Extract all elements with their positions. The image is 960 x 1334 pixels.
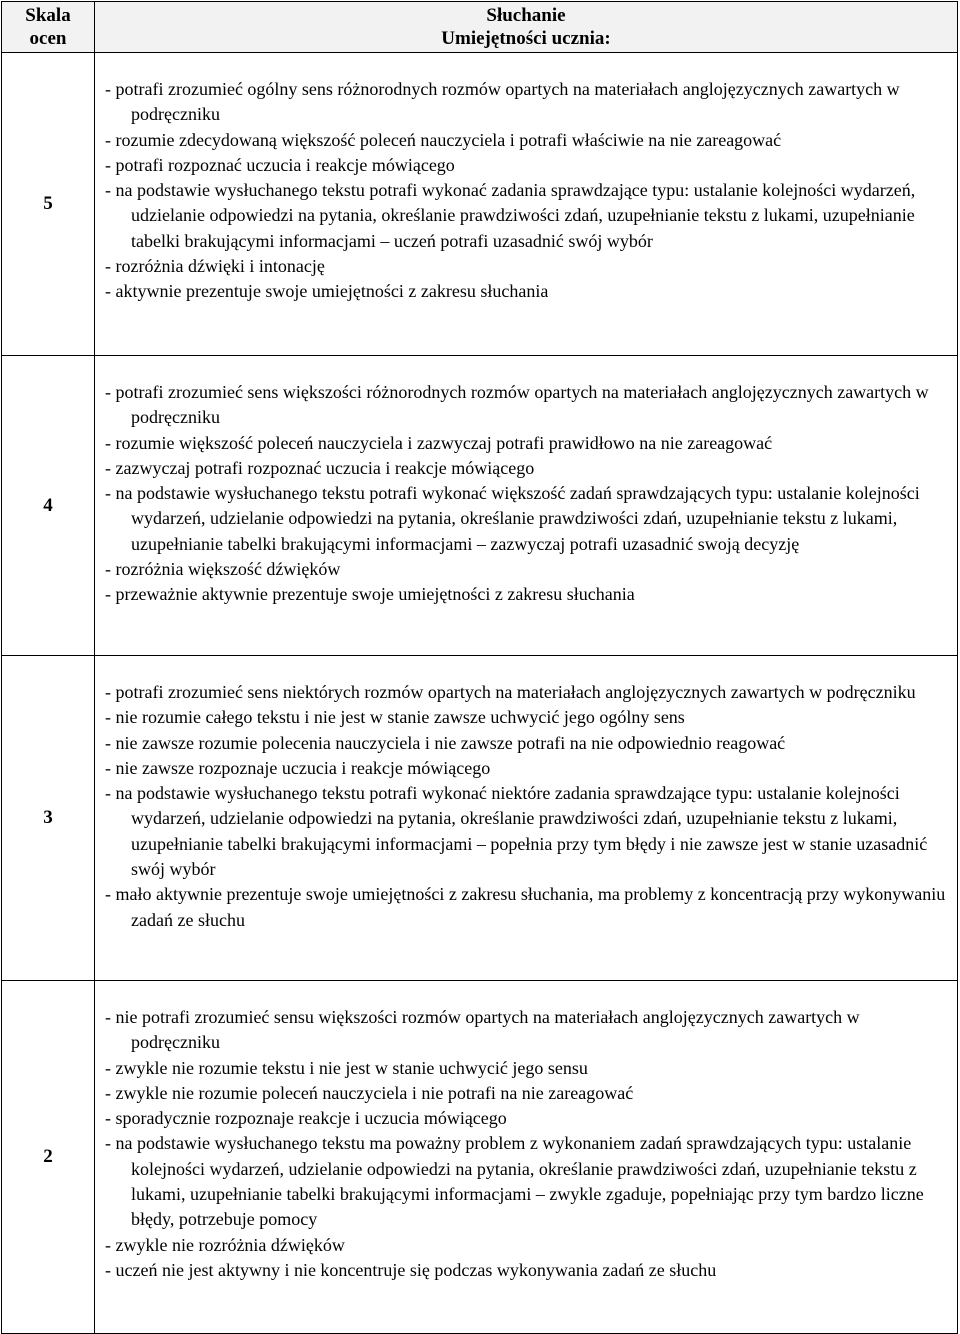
list-item: - potrafi zrozumieć sens niektórych rozmów opartych na materiałach anglojęzycznych zawartych w podręczniku [105,682,916,702]
list-item: - nie rozumie całego tekstu i nie jest w stanie zawsze uchwycić jego ogólny sens [105,707,685,728]
grade-cell: 2 [2,981,95,1334]
skills-cell [95,53,958,356]
header-grade-scale-line2: ocen [29,28,67,49]
grade-cell: 5 [2,53,95,356]
skills-list [105,1005,947,1283]
skills-cell [95,656,958,981]
grade-row-2 [2,981,958,1334]
list-item: - na podstawie wysłuchanego tekstu potrafi wykonać większość zadań sprawdzających typu: ustalanie kolejności wydarzeń, udzielanie odpowiedzi na pytania, określanie prawdziwości zdań, uzupełnianie tekstu z lukami, uzupełnianie tabelki brakującymi informacjami – zazwyczaj potrafi uzasadnić swoją decyzję [105,483,925,554]
header-skills [95,2,958,53]
header-grade-scale [2,2,95,53]
list-item: - nie potrafi zrozumieć sensu większości rozmów opartych na materiałach anglojęzycznych zawartych w podręczniku [105,1007,865,1053]
list-item: - rozróżnia dźwięki i intonację [105,256,325,277]
grade-cell: 4 [2,356,95,656]
grading-criteria-table [1,1,958,1334]
header-skills-line1: Słuchanie [486,5,566,26]
list-item: - rozumie zdecydowaną większość poleceń nauczyciela i potrafi właściwie na nie zareagować [105,129,782,150]
list-item: - zazwyczaj potrafi rozpoznać uczucia i reakcje mówiącego [105,457,535,478]
list-item: - mało aktywnie prezentuje swoje umiejętności z zakresu słuchania, ma problemy z koncentracją przy wykonywaniu zadań ze słuchu [105,884,950,930]
list-item: - nie zawsze rozumie polecenia nauczyciela i nie zawsze potrafi na nie odpowiednio reagować [105,732,786,753]
skills-cell [95,356,958,656]
list-item: - rozumie większość poleceń nauczyciela i zazwyczaj potrafi prawidłowo na nie zareagować [105,432,773,453]
list-item: - rozróżnia większość dźwięków [105,559,341,580]
skills-list [105,77,947,305]
skills-list [105,380,947,608]
list-item: - przeważnie aktywnie prezentuje swoje umiejętności z zakresu słuchania [105,584,635,605]
grade-row-5 [2,53,958,356]
header-grade-scale-line1: Skala [25,5,71,26]
list-item: - potrafi zrozumieć ogólny sens różnorodnych rozmów opartych na materiałach anglojęzycznych zawartych w podręczniku [105,79,905,125]
list-item: - uczeń nie jest aktywny i nie koncentruje się podczas wykonywania zadań ze słuchu [105,1259,717,1280]
list-item: - zwykle nie rozróżnia dźwięków [105,1234,345,1255]
list-item: - potrafi zrozumieć sens większości różnorodnych rozmów opartych na materiałach anglojęzycznych zawartych w podręczniku [105,382,934,428]
grade-cell: 3 [2,656,95,981]
skills-cell [95,981,958,1334]
grade-row-3 [2,656,958,981]
list-item: - potrafi rozpoznać uczucia i reakcje mówiącego [105,154,455,175]
header-skills-line2: Umiejętności ucznia: [441,28,611,49]
header-row [2,2,958,53]
skills-list [105,680,950,933]
list-item: - aktywnie prezentuje swoje umiejętności z zakresu słuchania [105,281,549,302]
list-item: - nie zawsze rozpoznaje uczucia i reakcje mówiącego [105,757,491,778]
list-item: - sporadycznie rozpoznaje reakcje i uczucia mówiącego [105,1108,507,1129]
list-item: - na podstawie wysłuchanego tekstu potrafi wykonać zadania sprawdzające typu: ustalanie kolejności wydarzeń, udzielanie odpowiedzi na pytania, określanie prawdziwości zdań, uzupełnianie tekstu z lukami, uzupełnianie tabelki brakującymi informacjami – uczeń potrafi uzasadnić swój wybór [105,180,920,251]
list-item: - na podstawie wysłuchanego tekstu ma poważny problem z wykonaniem zadań sprawdzających typu: ustalanie kolejności wydarzeń, udzielanie odpowiedzi na pytania, określanie prawdziwości zdań, uzupełnianie tekstu z lukami, uzupełnianie tabelki brakującymi informacjami – zwykle zgaduje, popełniając przy tym bardzo liczne błędy, potrzebuje pomocy [105,1133,929,1230]
list-item: - na podstawie wysłuchanego tekstu potrafi wykonać niektóre zadania sprawdzające typu: ustalanie kolejności wydarzeń, udzielanie odpowiedzi na pytania, określanie prawdziwości zdań, uzupełnianie tekstu z lukami, uzupełnianie tabelki brakującymi informacjami – popełnia przy tym błędy i nie zawsze jest w stanie uzasadnić swój wybór [105,783,932,880]
list-item: - zwykle nie rozumie poleceń nauczyciela i nie potrafi na nie zareagować [105,1082,634,1103]
list-item: - zwykle nie rozumie tekstu i nie jest w stanie uchwycić jego sensu [105,1057,588,1078]
grade-row-4 [2,356,958,656]
